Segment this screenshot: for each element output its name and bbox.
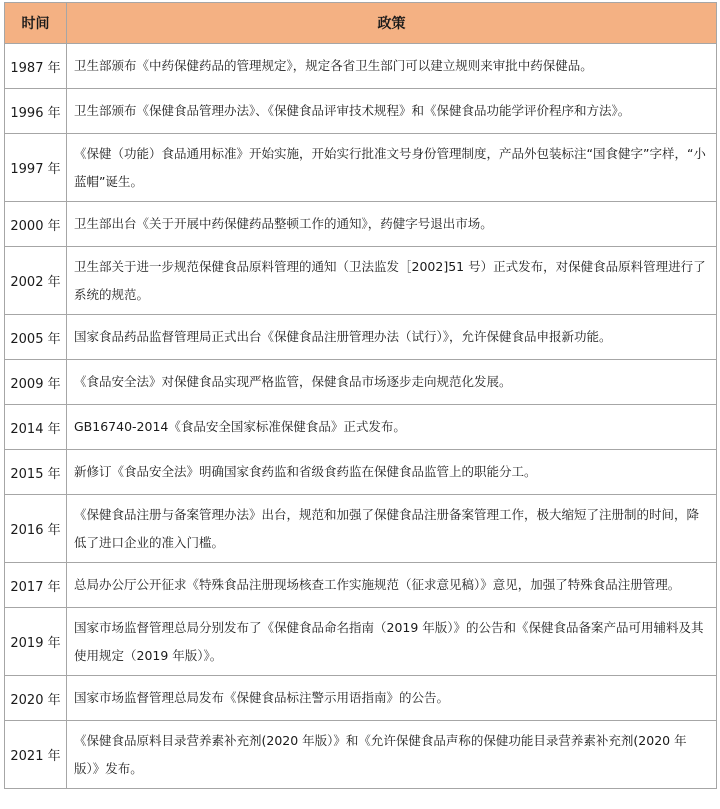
row-year: 2000 年 (5, 202, 67, 247)
table-row (5, 247, 717, 315)
row-policy: 卫生部颁布《中药保健药品的管理规定》，规定各省卫生部门可以建立规则来审批中药保健品。 (67, 44, 717, 89)
row-policy: 国家食品药品监督管理局正式出台《保健食品注册管理办法（试行）》，允许保健食品申报新功能。 (67, 315, 717, 360)
header-policy: 政策 (67, 3, 717, 44)
table-row (5, 721, 717, 789)
table-row (5, 563, 717, 608)
row-policy: 《保健（功能）食品通用标准》开始实施，开始实行批准文号身份管理制度，产品外包装标注“国食健字”字样，“小蓝帽”诞生。 (67, 134, 717, 202)
table-row (5, 89, 717, 134)
header-time: 时间 (5, 3, 67, 44)
row-policy: GB16740-2014《食品安全国家标准保健食品》正式发布。 (67, 405, 717, 450)
row-policy: 《保健食品原料目录营养素补充剂(2020 年版）》和《允许保健食品声称的保健功能目录营养素补充剂(2020 年版）》发布。 (67, 721, 717, 789)
table-header-row (5, 3, 717, 44)
table-row (5, 450, 717, 495)
row-year: 1987 年 (5, 44, 67, 89)
policy-table (4, 2, 717, 789)
row-year: 2005 年 (5, 315, 67, 360)
row-year: 2014 年 (5, 405, 67, 450)
table-row (5, 405, 717, 450)
row-year: 2021 年 (5, 721, 67, 789)
table-row (5, 134, 717, 202)
row-year: 2002 年 (5, 247, 67, 315)
table-row (5, 495, 717, 563)
row-policy: 卫生部出台《关于开展中药保健药品整顿工作的通知》，药健字号退出市场。 (67, 202, 717, 247)
row-policy: 新修订《食品安全法》明确国家食药监和省级食药监在保健食品监管上的职能分工。 (67, 450, 717, 495)
row-policy: 卫生部关于进一步规范保健食品原料管理的通知（卫法监发［2002]51 号）正式发布，对保健食品原料管理进行了系统的规范。 (67, 247, 717, 315)
row-policy: 卫生部颁布《保健食品管理办法》、《保健食品评审技术规程》和《保健食品功能学评价程序和方法》。 (67, 89, 717, 134)
row-policy: 《食品安全法》对保健食品实现严格监管，保健食品市场逐步走向规范化发展。 (67, 360, 717, 405)
row-year: 2016 年 (5, 495, 67, 563)
table-row (5, 360, 717, 405)
table-row (5, 676, 717, 721)
row-policy: 国家市场监督管理总局发布《保健食品标注警示用语指南》的公告。 (67, 676, 717, 721)
row-policy: 总局办公厅公开征求《特殊食品注册现场核查工作实施规范（征求意见稿）》意见，加强了特殊食品注册管理。 (67, 563, 717, 608)
row-year: 1997 年 (5, 134, 67, 202)
row-year: 1996 年 (5, 89, 67, 134)
table-row (5, 202, 717, 247)
row-year: 2009 年 (5, 360, 67, 405)
table-row (5, 44, 717, 89)
row-year: 2020 年 (5, 676, 67, 721)
row-year: 2019 年 (5, 608, 67, 676)
row-policy: 《保健食品注册与备案管理办法》出台，规范和加强了保健食品注册备案管理工作，极大缩短了注册制的时间，降低了进口企业的准入门槛。 (67, 495, 717, 563)
row-year: 2017 年 (5, 563, 67, 608)
row-year: 2015 年 (5, 450, 67, 495)
table-row (5, 608, 717, 676)
row-policy: 国家市场监督管理总局分别发布了《保健食品命名指南（2019 年版）》的公告和《保健食品备案产品可用辅料及其使用规定（2019 年版）》。 (67, 608, 717, 676)
table-row (5, 315, 717, 360)
